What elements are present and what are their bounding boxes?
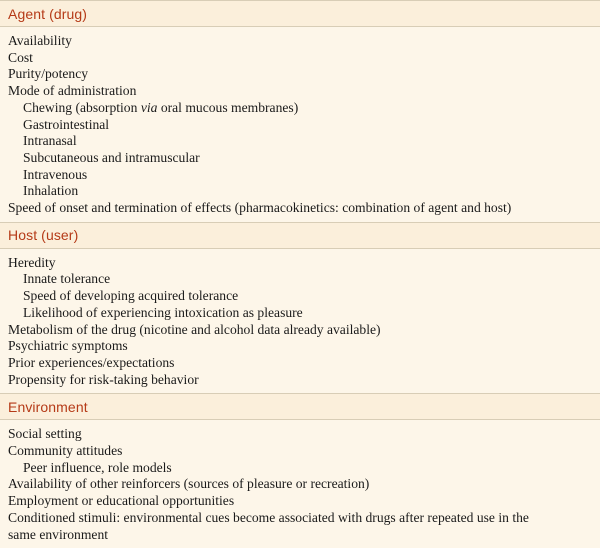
list-item: Heredity [8, 254, 56, 270]
list-item: Availability [8, 33, 72, 48]
list-item: Speed of developing acquired tolerance [23, 288, 239, 304]
list-item: Conditioned stimuli: environmental cues become associated with drugs after repeated use in the [8, 509, 529, 525]
list-item: same environment [8, 526, 109, 542]
list-item: Prior experiences/expectations [8, 354, 175, 370]
item-text: Chewing (absorption [23, 99, 141, 115]
section-header-environment [0, 393, 600, 420]
section-title: Environment [8, 398, 88, 415]
item-text-emphasis: via [140, 99, 158, 115]
list-item: Social setting [8, 426, 82, 442]
section-header-agent [0, 0, 600, 27]
section-header-host [0, 222, 600, 249]
list-item: Employment or educational opportunities [8, 493, 235, 509]
list-item: Likelihood of experiencing intoxication as pleasure [23, 304, 303, 320]
list-item: Metabolism of the drug (nicotine and alcohol data already available) [8, 321, 381, 337]
list-item: Psychiatric symptoms [8, 338, 128, 354]
list-item: Mode of administration [8, 83, 137, 99]
list-item: Intranasal [23, 133, 77, 149]
section-body-environment [0, 420, 600, 548]
list-item: Cost [8, 49, 33, 65]
list-item: Gastrointestinal [23, 116, 110, 132]
list-item: Propensity for risk-taking behavior [8, 371, 199, 387]
list-item: Purity/potency [8, 66, 89, 82]
section-title: Host (user) [8, 227, 79, 244]
list-item: Intravenous [23, 166, 88, 182]
list-item: Community attitudes [8, 443, 123, 459]
section-body-host [0, 249, 600, 394]
section-body-agent [0, 27, 600, 222]
list-item [0, 100, 600, 117]
list-item: Speed of onset and termination of effects (pharmacokinetics: combination of agent and host) [8, 200, 512, 216]
list-item: Inhalation [23, 183, 79, 199]
section-title: Agent (drug) [8, 5, 88, 22]
list-item: Peer influence, role models [23, 459, 172, 475]
list-item: Availability of other reinforcers (sources of pleasure or recreation) [8, 476, 370, 492]
list-item: Subcutaneous and intramuscular [23, 149, 200, 165]
item-text: oral mucous membranes) [157, 99, 299, 115]
list-item: Innate tolerance [23, 271, 111, 287]
